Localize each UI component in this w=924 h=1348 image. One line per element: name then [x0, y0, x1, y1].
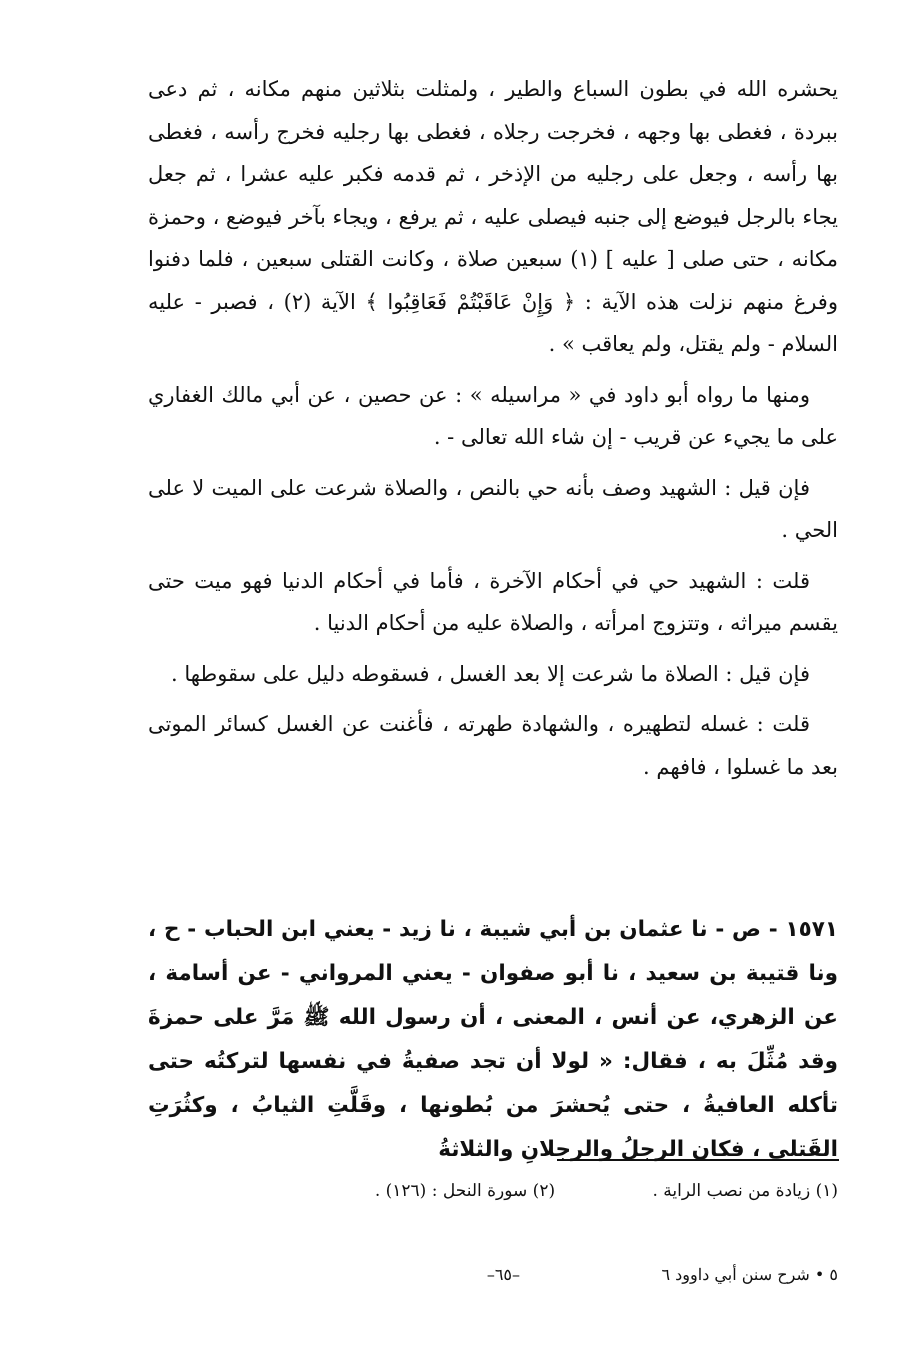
footnote-2: (٢) سورة النحل : (١٢٦) . — [374, 1181, 556, 1201]
paragraph: فإن قيل : الشهيد وصف بأنه حي بالنص ، والصلاة شرعت على الميت لا على الحي . — [148, 475, 838, 542]
paragraph: فإن قيل : الصلاة ما شرعت إلا بعد الغسل ، فسقوطه دليل على سقوطها . — [171, 661, 810, 686]
book-title: ٥ • شرح سنن أبي داوود ٦ — [661, 1265, 838, 1284]
hadith-text — [148, 908, 838, 1172]
main-text — [148, 68, 838, 788]
footnotes — [148, 1177, 838, 1205]
paragraph: قلت : الشهيد حي في أحكام الآخرة ، فأما في أحكام الدنيا فهو ميت حتى يقسم ميراثه ، وتتزوج امرأته ، والصلاة عليه من أحكام الدنيا . — [148, 568, 838, 635]
footnote-1: (١) زيادة من نصب الراية . — [652, 1181, 838, 1201]
page-number: –٦٥– — [486, 1265, 520, 1284]
paragraph: ومنها ما رواه أبو داود في « مراسيله » : عن حصين ، عن أبي مالك الغفاري على ما يجيء عن قريب - إن شاء الله تعالى - . — [148, 382, 838, 449]
paragraph: يحشره الله في بطون السباع والطير ، ولمثلت بثلاثين منهم مكانه ، ثم دعى ببردة ، فغطى بها وجهه ، فخرجت رجلاه ، فغطى بها رجليه فخرج رأسه ، فغطى بها رأسه ، وجعل على رجليه من الإذخر ، ثم قدمه فكبر عليه عشرا ، ثم جعل يجاء بالرجل فيوضع إلى جنبه فيصلى عليه ، ثم يرفع ، ويجاء بآخر فيوضع ، وحمزة مكانه ، حتى صلى [ عليه ] (١) سبعين صلاة ، وكانت القتلى سبعين ، فلما دفنوا وفرغ منهم نزلت هذه الآية : ﴿ وَإِنْ عَاقَبْتُمْ فَعَاقِبُوا ﴾ الآية (٢) ، فصبر - عليه السلام - ولم يقتل، ولم يعاقب » . — [148, 77, 838, 356]
hadith-paragraph: ١٥٧١ - ص - نا عثمان بن أبي شيبة ، نا زيد - يعني ابن الحباب - ح ، ونا قتيبة بن سعيد ، نا أبو صفوان - يعني المرواني - عن أسامة ، عن الزهري، عن أنس ، المعنى ، أن رسول الله ﷺ مَرَّ على حمزةَ وقد مُثِّلَ به ، فقال: « لولا أن تجد صفيةُ في نفسها لتركتُه حتى تأكله العافيةُ ، حتى يُحشرَ من بُطونها ، وقَلَّتِ الثيابُ ، وكثُرَتِ القَتلى ، فكان الرجلُ والرجلانِ والثلاثةُ — [148, 917, 838, 1162]
footnote-divider — [557, 1159, 839, 1161]
paragraph: قلت : غسله لتطهيره ، والشهادة طهرته ، فأغنت عن الغسل كسائر الموتى بعد ما غسلوا ، فافهم . — [148, 712, 838, 779]
